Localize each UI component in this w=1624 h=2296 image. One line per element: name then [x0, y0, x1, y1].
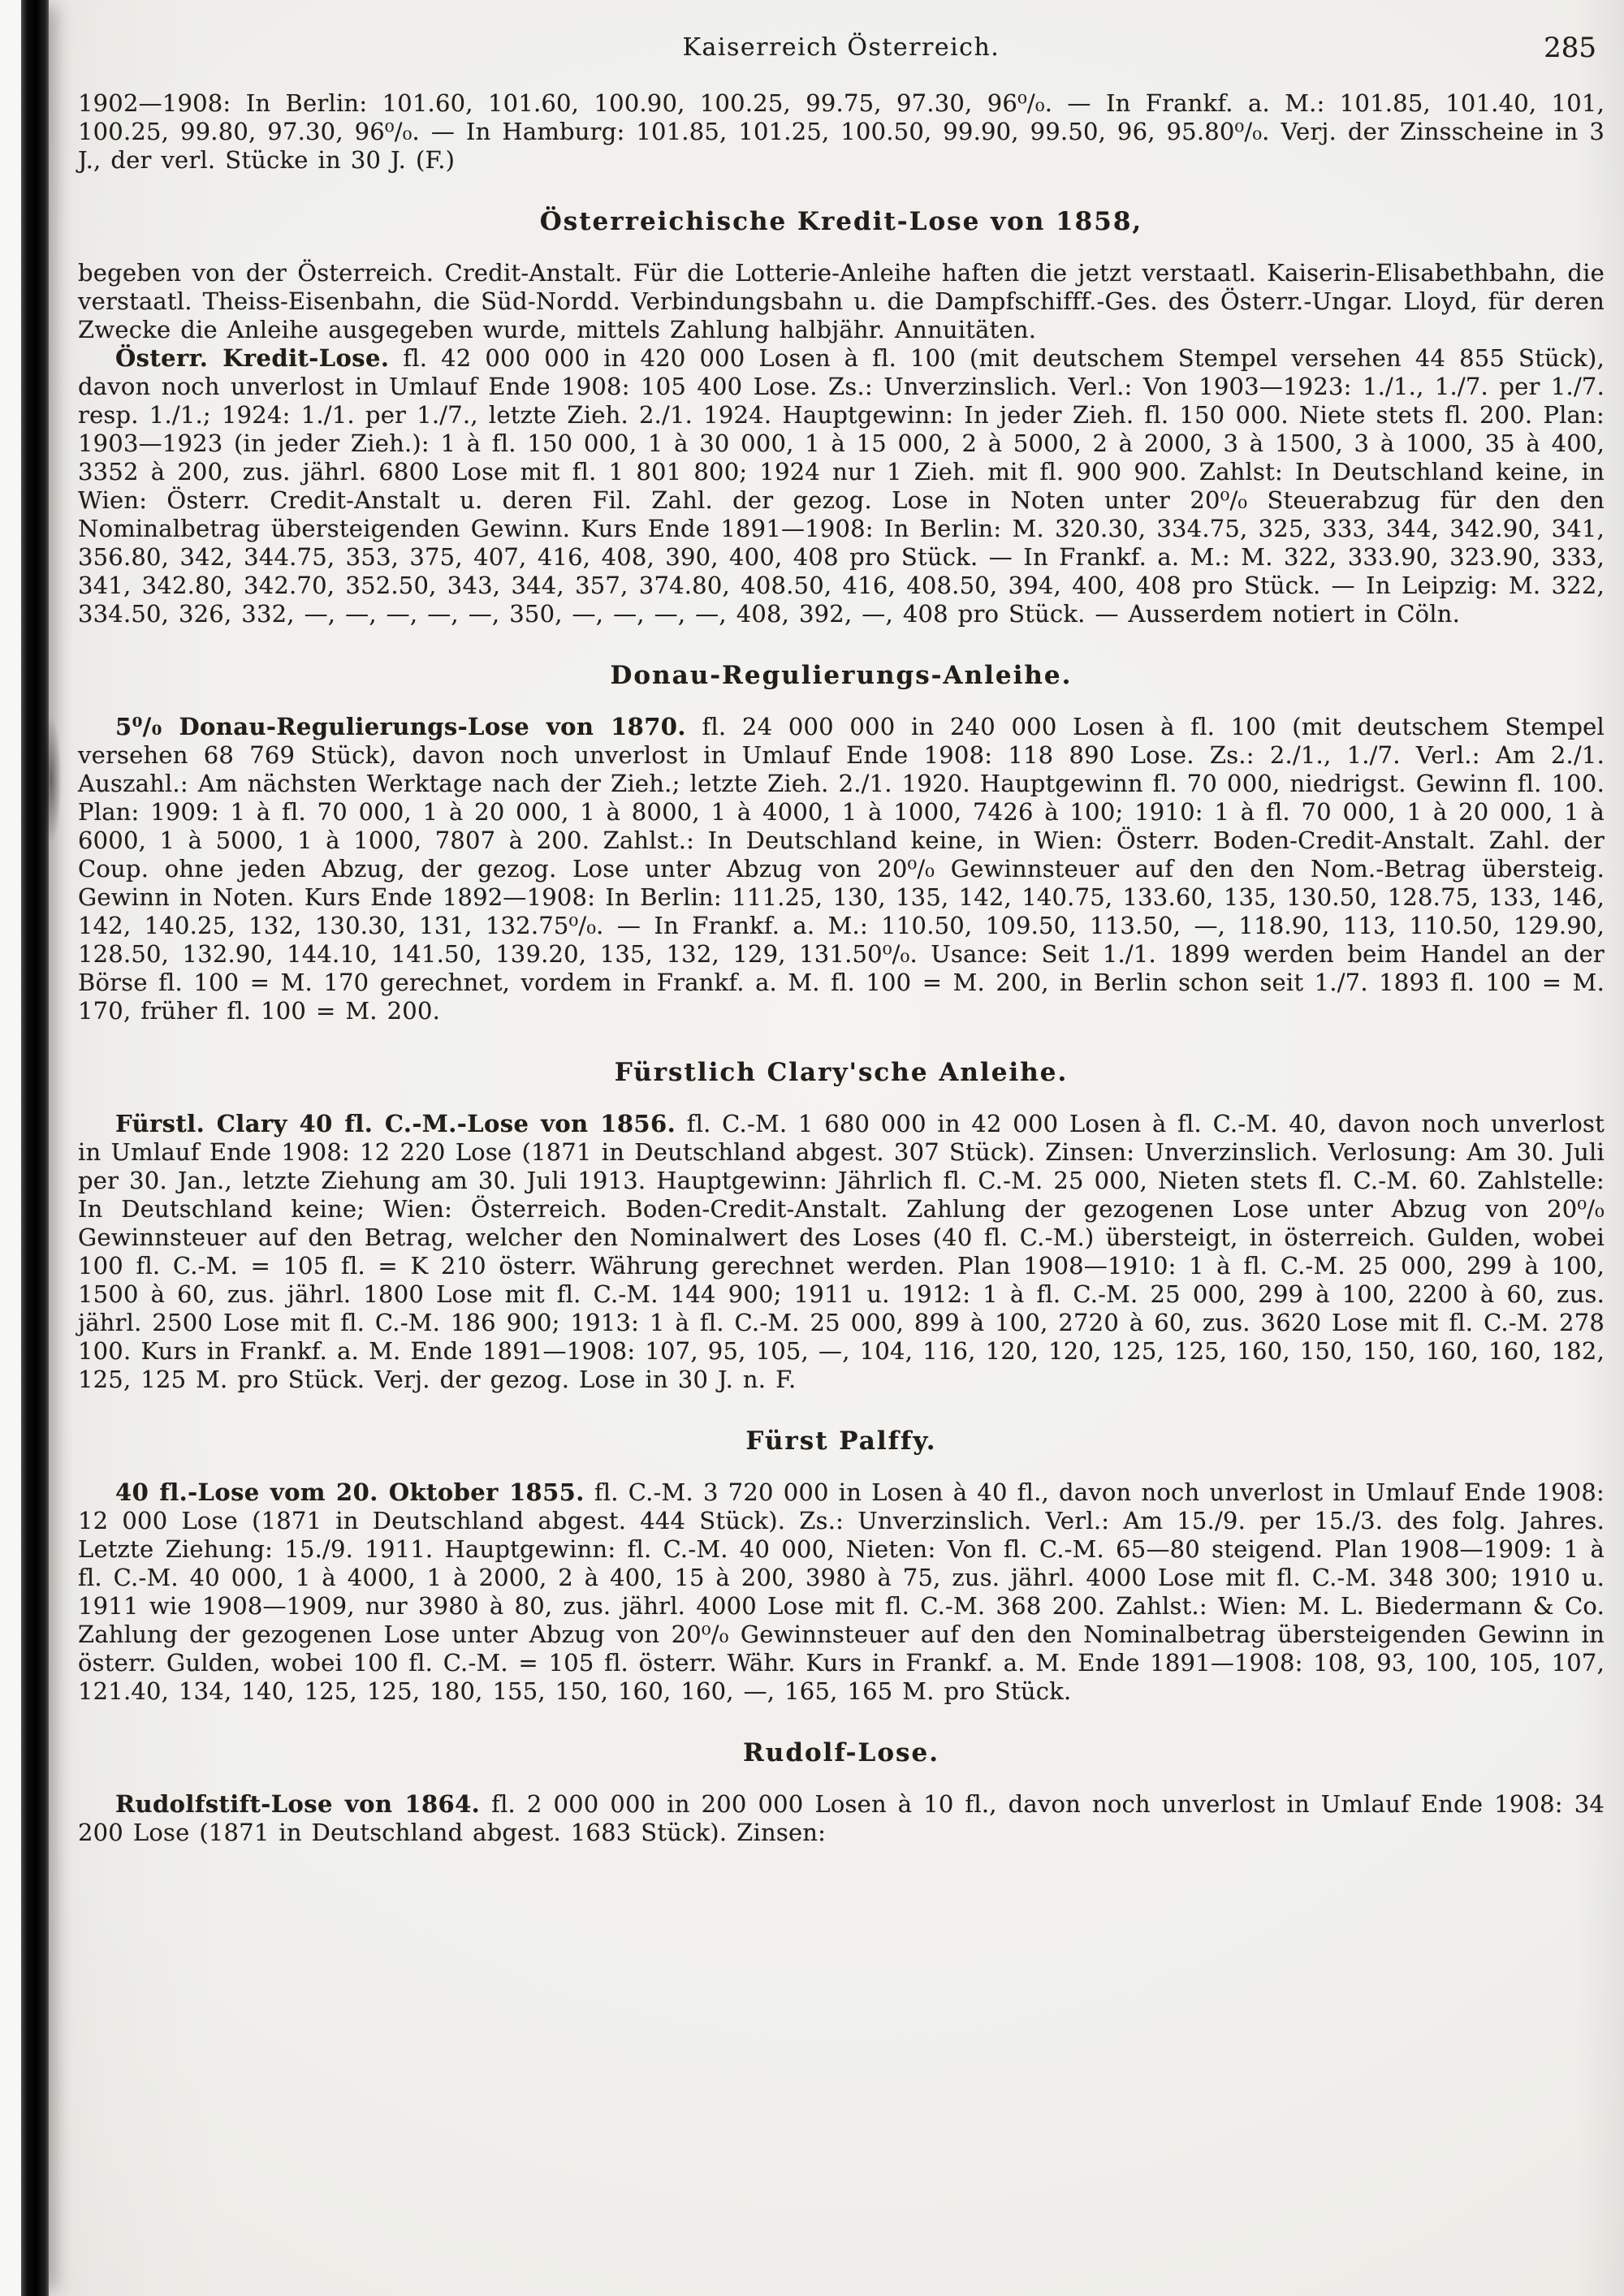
paragraph: [78, 1110, 1605, 1394]
book-binding-shadow: [21, 0, 49, 2296]
continuation-paragraph: 1902—1908: In Berlin: 101.60, 101.60, 100.90, 100.25, 99.75, 97.30, 96⁰/₀. — In Frankf. a. M.: 101.85, 101.40, 101, 100.25, 99.80, 97.30, 96⁰/₀. — In Hamburg: 101.85, 101.25, 100.50, 99.90, 99.50, 96, 95.80⁰/₀. Verj. der Zinsscheine in 3 J., der verl. Stücke in 30 J. (F.): [78, 89, 1605, 174]
section-oesterreichische-kredit-lose: [78, 204, 1605, 628]
scanner-edge-strip: [0, 0, 21, 2296]
section-heading: Donau-Regulierungs-Anleihe.: [610, 661, 1073, 690]
paragraph-text: fl. 42 000 000 in 420 000 Losen à fl. 100 (mit deutschem Stempel versehen 44 855 Stück), davon noch unverlost in Umlauf Ende 1908: 105 400 Lose. Zs.: Unverzinslich. Verl.: Von 1903—1923: 1./1., 1./7. per 1./7. resp. 1./1.; 1924: 1./1. per 1./7., letzte Zieh. 2./1. 1924. Hauptgewinn: In jeder Zieh. fl. 150 000. Niete stets fl. 200. Plan: 1903—1923 (in jeder Zieh.): 1 à fl. 150 000, 1 à 30 000, 1 à 15 000, 2 à 5000, 2 à 2000, 3 à 1500, 3 à 1000, 35 à 400, 3352 à 200, zus. jährl. 6800 Lose mit fl. 1 801 800; 1924 nur 1 Zieh. mit fl. 900 900. Zahlst: In Deutschland keine, in Wien: Österr. Credit-Anstalt u. deren Fil. Zahl. der gezog. Lose in Noten unter 20⁰/₀ Steuerabzug für den den Nominalbetrag übersteigenden Gewinn. Kurs Ende 1891—1908: In Berlin: M. 320.30, 334.75, 325, 333, 344, 342.90, 341, 356.80, 342, 344.75, 353, 375, 407, 416, 408, 390, 400, 408 pro Stück. — In Frankf. a. M.: M. 322, 333.90, 323.90, 333, 341, 342.80, 342.70, 352.50, 343, 344, 357, 374.80, 408.50, 416, 408.50, 394, 400, 408 pro Stück. — In Leipzig: M. 322, 334.50, 326, 332, —, —, —, —, —, 350, —, —, —, —, 408, 392, —, 408 pro Stück. — Ausserdem notiert in Cöln.: [78, 344, 1605, 628]
paragraph: [78, 1790, 1605, 1847]
paragraph: [78, 1478, 1605, 1706]
paragraph: begeben von der Österreich. Credit-Anstalt. Für die Lotterie-Anleihe haften die jetzt verstaatl. Kaiserin-Elisabethbahn, die verstaatl. Theiss-Eisenbahn, die Süd-Nordd. Verbindungsbahn u. die Dampfschifff.-Ges. des Österr.-Ungar. Lloyd, für deren Zwecke die Anleihe ausgegeben wurde, mittels Zahlung halbjähr. Annuitäten.: [78, 259, 1605, 343]
section-fuerstlich-clary-anleihe: [78, 1055, 1605, 1394]
section-heading: Österreichische Kredit-Lose von 1858,: [539, 207, 1143, 236]
paragraph: [78, 713, 1605, 1025]
paragraph-lead: Österr. Kredit-Lose.: [115, 344, 390, 372]
paragraph-text: fl. 2 000 000 in 200 000 Losen à 10 fl., davon noch unverlost in Umlauf Ende 1908: 34 200 Lose (1871 in Deutschland abgest. 1683 Stück). Zinsen:: [78, 1790, 1605, 1846]
running-head: [78, 29, 1605, 67]
paragraph-text: fl. C.-M. 3 720 000 in Losen à 40 fl., davon noch unverlost in Umlauf Ende 1908: 12 000 Lose (1871 in Deutschland abgest. 444 Stück). Zs.: Unverzinslich. Verl.: Am 15./9. per 15./3. des folg. Jahres. Letzte Ziehung: 15./9. 1911. Hauptgewinn: fl. C.-M. 40 000, Nieten: Von fl. C.-M. 65—80 steigend. Plan 1908—1909: 1 à fl. C.-M. 40 000, 1 à 4000, 1 à 2000, 2 à 400, 15 à 200, 3980 à 75, zus. jährl. 4000 Lose mit fl. C.-M. 348 300; 1910 u. 1911 wie 1908—1909, nur 3980 à 80, zus. jährl. 4000 Lose mit fl. C.-M. 368 200. Zahlst.: Wien: M. L. Biedermann & Co. Zahlung der gezogenen Lose unter Abzug von 20⁰/₀ Gewinnsteuer auf den den Nominalbetrag übersteigenden Gewinn in österr. Gulden, wobei 100 fl. C.-M. = 105 fl. österr. Währ. Kurs in Frankf. a. M. Ende 1891—1908: 108, 93, 100, 105, 107, 121.40, 134, 140, 125, 125, 180, 155, 150, 160, 160, —, 165, 165 M. pro Stück.: [78, 1478, 1605, 1705]
section-heading: Fürst Palffy.: [745, 1426, 937, 1456]
page-content: [78, 29, 1605, 1847]
paragraph-text: fl. C.-M. 1 680 000 in 42 000 Losen à fl. C.-M. 40, davon noch unverlost in Umlauf Ende 1908: 12 220 Lose (1871 in Deutschland abgest. 307 Stück). Zinsen: Unverzinslich. Verlosung: Am 30. Juli per 30. Jan., letzte Ziehung am 30. Juli 1913. Hauptgewinn: Jährlich fl. C.-M. 25 000, Nieten stets fl. C.-M. 60. Zahlstelle: In Deutschland keine; Wien: Österreich. Boden-Credit-Anstalt. Zahlung der gezogenen Lose unter Abzug von 20⁰/₀ Gewinnsteuer auf den Betrag, welcher den Nominalwert des Loses (40 fl. C.-M.) übersteigt, in österreich. Gulden, wobei 100 fl. C.-M. = 105 fl. = K 210 österr. Währung gerechnet werden. Plan 1908—1910: 1 à fl. C.-M. 25 000, 299 à 100, 1500 à 60, zus. jährl. 1800 Lose mit fl. C.-M. 144 900; 1911 u. 1912: 1 à fl. C.-M. 25 000, 299 à 100, 2200 à 60, zus. jährl. 2500 Lose mit fl. C.-M. 186 900; 1913: 1 à fl. C.-M. 25 000, 899 à 100, 2720 à 60, zus. 3620 Lose mit fl. C.-M. 278 100. Kurs in Frankf. a. M. Ende 1891—1908: 107, 95, 105, —, 104, 116, 120, 120, 125, 125, 160, 150, 150, 160, 160, 182, 125, 125 M. pro Stück. Verj. der gezog. Lose in 30 J. n. F.: [78, 1110, 1605, 1393]
paragraph-lead: 40 fl.-Lose vom 20. Oktober 1855.: [115, 1478, 585, 1506]
paragraph-lead: Fürstl. Clary 40 fl. C.-M.-Lose von 1856.: [115, 1110, 676, 1137]
paragraph: [78, 344, 1605, 628]
running-head-title: Kaiserreich Österreich.: [682, 33, 1000, 62]
paragraph-lead: Rudolfstift-Lose von 1864.: [115, 1790, 481, 1818]
page-number: 285: [1544, 32, 1596, 64]
section-heading: Rudolf-Lose.: [743, 1738, 939, 1767]
section-rudolf-lose: [78, 1735, 1605, 1847]
paragraph-lead: 5⁰/₀ Donau-Regulierungs-Lose von 1870.: [115, 713, 686, 740]
section-fuerst-palffy: [78, 1423, 1605, 1706]
section-heading: Fürstlich Clary'sche Anleihe.: [614, 1058, 1069, 1087]
paragraph-text: fl. 24 000 000 in 240 000 Losen à fl. 100 (mit deutschem Stempel versehen 68 769 Stück), davon noch unverlost in Umlauf Ende 1908: 118 890 Lose. Zs.: 2./1., 1./7. Verl.: Am 2./1. Auszahl.: Am nächsten Werktage nach der Zieh.; letzte Zieh. 2./1. 1920. Hauptgewinn fl. 70 000, niedrigst. Gewinn fl. 100. Plan: 1909: 1 à fl. 70 000, 1 à 20 000, 1 à 8000, 1 à 4000, 1 à 1000, 7426 à 100; 1910: 1 à fl. 70 000, 1 à 20 000, 1 à 6000, 1 à 5000, 1 à 1000, 7807 à 200. Zahlst.: In Deutschland keine, in Wien: Österr. Boden-Credit-Anstalt. Zahl. der Coup. ohne jeden Abzug, der gezog. Lose unter Abzug von 20⁰/₀ Gewinnsteuer auf den den Nom.-Betrag übersteig. Gewinn in Noten. Kurs Ende 1892—1908: In Berlin: 111.25, 130, 135, 142, 140.75, 133.60, 135, 130.50, 128.75, 133, 146, 142, 140.25, 132, 130.30, 131, 132.75⁰/₀. — In Frankf. a. M.: 110.50, 109.50, 113.50, —, 118.90, 113, 110.50, 129.90, 128.50, 132.90, 144.10, 141.50, 139.20, 135, 132, 129, 131.50⁰/₀. Usance: Seit 1./1. 1899 werden beim Handel an der Börse fl. 100 = M. 170 gerechnet, vordem in Frankf. a. M. fl. 100 = M. 200, in Berlin schon seit 1./7. 1893 fl. 100 = M. 170, früher fl. 100 = M. 200.: [78, 713, 1605, 1025]
section-donau-regulierungs-anleihe: [78, 658, 1605, 1025]
